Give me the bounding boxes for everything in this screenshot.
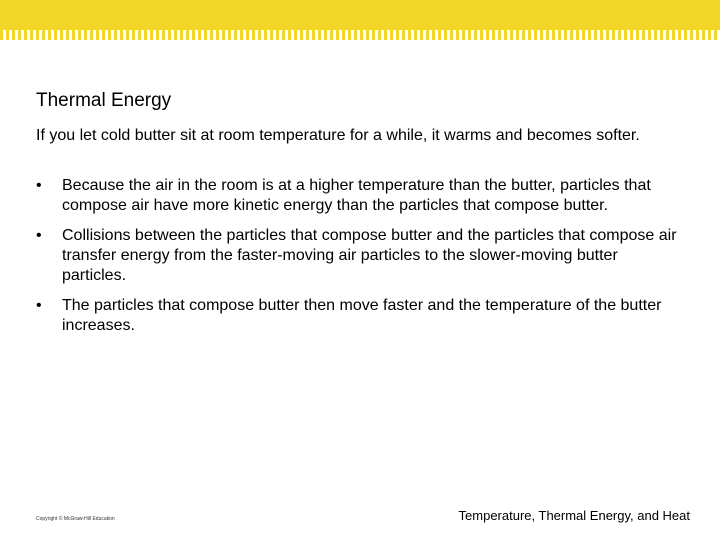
bullet-text: The particles that compose butter then move faster and the temperature of the butter increases. <box>62 297 662 334</box>
bullet-marker: • <box>36 227 42 244</box>
bullet-marker: • <box>36 297 42 314</box>
intro-paragraph: If you let cold butter sit at room temperature for a while, it warms and becomes softer. <box>36 127 640 144</box>
slide-title: Thermal Energy <box>36 90 172 111</box>
header-stripe <box>0 30 720 40</box>
bullet-item <box>36 296 686 336</box>
footer-chapter-title: Temperature, Thermal Energy, and Heat <box>458 508 690 523</box>
bullet-marker: • <box>36 177 42 194</box>
header-band <box>0 0 720 30</box>
bullet-item <box>36 226 686 286</box>
bullet-text: Collisions between the particles that compose butter and the particles that compose air transfer energy from the faster-moving air particles to the slower-moving butter particles. <box>62 227 677 284</box>
bullet-item <box>36 176 686 216</box>
bullet-list <box>36 176 686 346</box>
bullet-text: Because the air in the room is at a higher temperature than the butter, particles that compose air have more kinetic energy than the particles that compose butter. <box>62 177 651 214</box>
copyright-notice: Copyright © McGraw-Hill Education <box>36 516 115 522</box>
